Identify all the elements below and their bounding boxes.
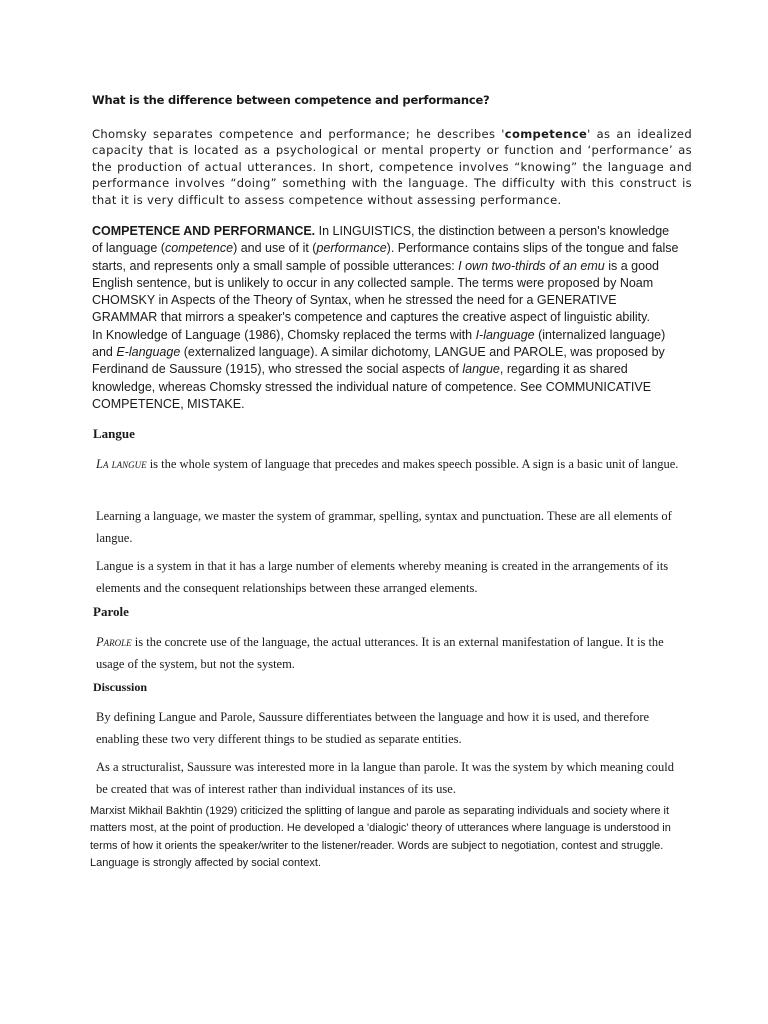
definition-entry [92, 223, 680, 413]
langue-heading: Langue [93, 426, 135, 441]
chomsky-summary [92, 126, 692, 208]
discussion-paragraph-2: As a structuralist, Saussure was interested more in la langue than parole. It was the system by which meaning could be created that was of interest rather than individual instances of its use. [96, 760, 674, 796]
parole-heading: Parole [93, 604, 129, 619]
definition-heading: COMPETENCE AND PERFORMANCE. [92, 224, 316, 238]
parole-paragraph [96, 632, 680, 675]
definition-text: ) and use of it ( [233, 241, 317, 256]
chomsky-text-part-1: Chomsky separates competence and performance; he describes ' [92, 127, 505, 141]
discussion-heading: Discussion [93, 680, 148, 694]
definition-text: ). Performance contains slips of the tongue and false starts, and represents only a small sample of possible utterances: [92, 241, 679, 273]
definition-italic: competence [164, 241, 234, 256]
definition-text: , regarding it as shared knowledge, whereas Chomsky stressed the individual nature of competence. See COMMUNICATIVE COMPETENCE, MISTAKE. [92, 362, 652, 411]
competence-term: competence [504, 127, 588, 141]
parole-paragraph-text: is the concrete use of the language, the actual utterances. It is an external manifestation of langue. It is the usage of the system, but not the system. [96, 635, 664, 671]
chomsky-text-part-2: ' as an idealized capacity that is located as a psychological or mental property or function and ‘performance’ as the production of actual utterances. In short, competence involves “knowing” the language and performance involves “doing” something with the language. The difficulty with this construct is that it is very difficult to assess competence without assessing performance. [92, 127, 692, 207]
definition-text: is a good English sentence, but is unlikely to occur in any collected sample. The terms were proposed by Noam CHOMSKY in Aspects of the Theory of Syntax, when he stressed the need for a GENERATIVE GRAMMAR that mirrors a speaker's competence and captures the creative aspect of linguistic ability. [92, 258, 659, 325]
definition-example: I own two-thirds of an emu [458, 258, 605, 273]
langue-paragraph-1 [96, 454, 680, 476]
definition-italic: E-language [116, 345, 181, 360]
definition-text: In Knowledge of Language (1986), Chomsky replaced the terms with [92, 327, 476, 342]
definition-italic: langue [462, 362, 500, 377]
definition-text: In LINGUISTICS, the distinction between a person's knowledge of language ( [92, 224, 670, 256]
parole-term: Parole [96, 635, 132, 649]
definition-italic: performance [316, 241, 387, 256]
discussion-paragraph-1: By defining Langue and Parole, Saussure differentiates between the language and how it is used, and therefore enabling these two very different things to be studied as separate entities. [96, 710, 650, 746]
langue-paragraph-3: Langue is a system in that it has a large number of elements whereby meaning is created in the arrangements of its elements and the consequent relationships between these arranged elements. [96, 559, 669, 595]
bakhtin-paragraph: Marxist Mikhail Bakhtin (1929) criticized the splitting of langue and parole as separating individuals and society where it matters most, at the point of production. He developed a 'dialogic' theory of utterances where language is understood in terms of how it orients the speaker/writer to the listener/reader. Words are subject to negotiation, contest and struggle. Language is strongly affected by social context. [90, 805, 671, 869]
definition-text: (externalized language). A similar dichotomy, LANGUE and PAROLE, was proposed by Ferdinand de Saussure (1915), who stressed the social aspects of [92, 345, 665, 377]
langue-paragraph-2: Learning a language, we master the system of grammar, spelling, syntax and punctuation. These are all elements of langue. [96, 509, 672, 545]
definition-italic: I-language [475, 327, 535, 342]
definition-text: (internalized language) and [92, 327, 666, 360]
langue-paragraph-1-text: is the whole system of language that precedes and makes speech possible. A sign is a basic unit of langue. [146, 457, 679, 471]
question-title: What is the difference between competence and performance? [92, 93, 490, 107]
langue-term: La langue [96, 457, 147, 471]
